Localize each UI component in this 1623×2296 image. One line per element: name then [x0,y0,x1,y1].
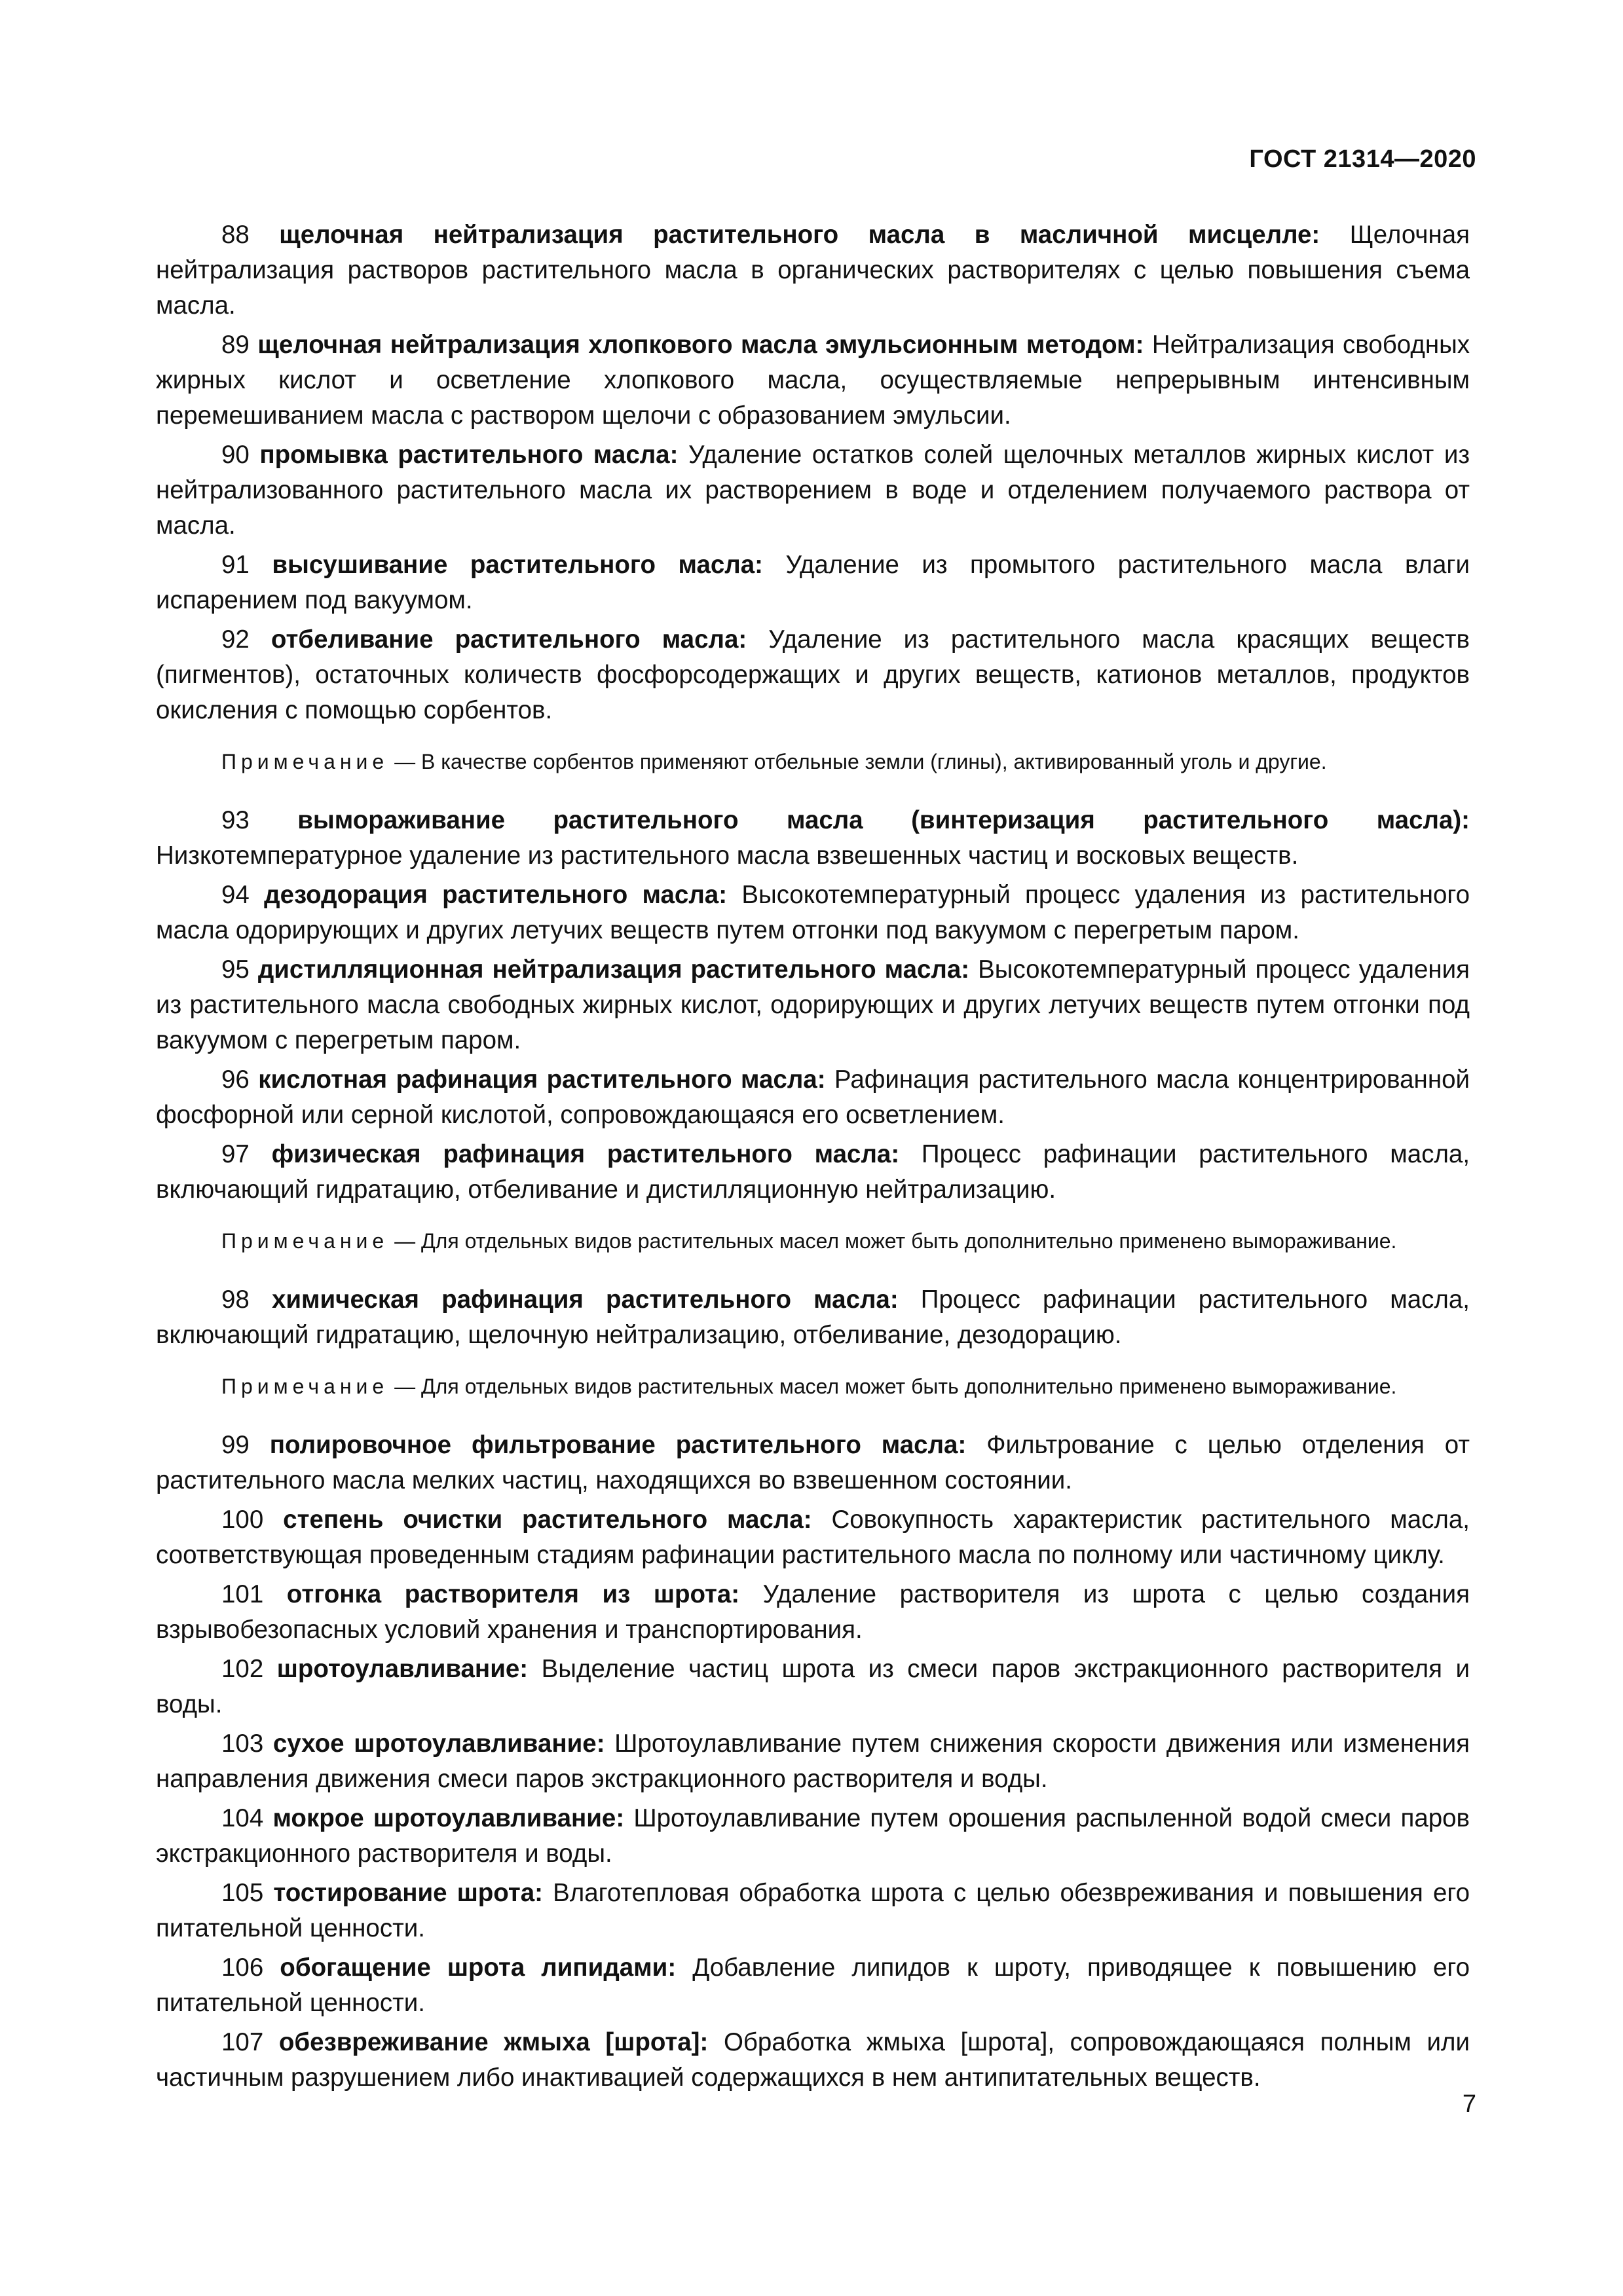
term-number: 104 [221,1804,264,1832]
term-entry-92 [156,622,1470,728]
note-text: — Для отдельных видов растительных масел может быть дополнительно применено вымораживание. [394,1375,1397,1398]
term-definition: Щелочная нейтрализация растворов растительного масла в органических растворителях с целью повышения съема масла. [156,221,1470,320]
term-definition: Удаление остатков солей щелочных металлов жирных кислот из нейтрализованного растительного масла их растворением в воде и отделением получаемого раствора от масла. [156,441,1470,540]
note-physical-refining [156,1226,1470,1256]
term-title: сухое шротоулавливание: [272,1730,605,1758]
term-entry-103 [156,1726,1470,1797]
term-entry-97 [156,1137,1470,1208]
term-title: степень очистки растительного масла: [283,1506,812,1534]
term-definition: Процесс рафинации растительного масла, включающий гидратацию, щелочную нейтрализацию, отбеливание, дезодорацию. [156,1286,1470,1349]
note-label: Примечание [221,1375,389,1398]
term-number: 96 [221,1065,250,1094]
term-entry-105 [156,1876,1470,1946]
term-definition: Фильтрование с целью отделения от растительного масла мелких частиц, находящихся во взвешенном состоянии. [156,1431,1470,1494]
term-number: 93 [221,806,250,834]
term-title: полировочное фильтрование растительного масла: [269,1431,967,1459]
term-title: обогащение шрота липидами: [280,1953,677,1982]
term-number: 95 [221,955,250,984]
term-entry-94 [156,878,1470,948]
term-number: 97 [221,1140,250,1168]
term-number: 89 [221,331,250,359]
note-chemical-refining [156,1371,1470,1401]
term-entry-104 [156,1801,1470,1872]
term-entry-99 [156,1428,1470,1498]
term-number: 106 [221,1953,264,1982]
term-definition: Совокупность характеристик растительного масла, соответствующая проведенным стадиям рафинации растительного масла по полному или частичному циклу. [156,1506,1470,1569]
term-definition: Удаление растворителя из шрота с целью создания взрывобезопасных условий хранения и транспортирования. [156,1580,1470,1644]
term-entry-106 [156,1950,1470,2021]
term-definition: Нейтрализация свободных жирных кислот и осветление хлопкового масла, осуществляемые непрерывным интенсивным перемешиванием масла с раствором щелочи с образованием эмульсии. [156,331,1470,430]
term-title: шротоулавливание: [276,1655,529,1683]
term-entry-98 [156,1282,1470,1353]
term-definition: Удаление из растительного масла красящих веществ (пигментов), остаточных количеств фосфорсодержащих и других веществ, катионов металлов, продуктов окисления с помощью сорбентов. [156,625,1470,724]
term-title: физическая рафинация растительного масла: [271,1140,900,1168]
term-definition: Шротоулавливание путем орошения распыленной водой смеси паров экстракционного растворителя и воды. [156,1804,1470,1868]
term-number: 101 [221,1580,264,1608]
term-number: 103 [221,1730,264,1758]
term-entry-102 [156,1652,1470,1722]
term-number: 90 [221,441,250,469]
term-entry-95 [156,952,1470,1058]
note-sorbents [156,747,1470,777]
page-number: 7 [1462,2090,1476,2118]
term-number: 94 [221,881,250,909]
term-title: щелочная нейтрализация хлопкового масла эмульсионным методом: [257,331,1144,359]
term-definition: Шротоулавливание путем снижения скорости движения или изменения направления движения смеси паров экстракционного растворителя и воды. [156,1730,1470,1793]
term-definition: Процесс рафинации растительного масла, включающий гидратацию, отбеливание и дистилляционную нейтрализацию. [156,1140,1470,1204]
term-entry-90 [156,437,1470,544]
term-number: 91 [221,551,250,579]
term-title: тостирование шрота: [273,1879,543,1907]
term-definition: Рафинация растительного масла концентрированной фосфорной или серной кислотой, сопровождающаяся его осветлением. [156,1065,1470,1129]
term-definition: Низкотемпературное удаление из растительного масла взвешенных частиц и восковых веществ. [156,842,1299,870]
document-code: ГОСТ 21314—2020 [1249,145,1476,173]
term-entry-91 [156,547,1470,618]
term-title: отгонка растворителя из шрота: [286,1580,740,1608]
term-entry-100 [156,1502,1470,1573]
term-title: дистилляционная нейтрализация растительного масла: [257,955,970,984]
term-definition: Влаготепловая обработка шрота с целью обезвреживания и повышения его питательной ценности. [156,1879,1470,1942]
term-definition: Выделение частиц шрота из смеси паров экстракционного растворителя и воды. [156,1655,1470,1718]
term-number: 99 [221,1431,250,1459]
term-title: отбеливание растительного масла: [270,625,747,654]
term-title: промывка растительного масла: [259,441,679,469]
note-label: Примечание [221,1229,389,1253]
term-entry-96 [156,1062,1470,1133]
term-title: дезодорация растительного масла: [264,881,728,909]
term-number: 105 [221,1879,264,1907]
term-title: щелочная нейтрализация растительного масла в масличной мисцелле: [279,221,1320,249]
term-number: 98 [221,1286,250,1314]
term-entry-107 [156,2025,1470,2096]
term-title: высушивание растительного масла: [272,551,763,579]
term-number: 88 [221,221,250,249]
document-body [156,217,1470,2100]
note-text: — Для отдельных видов растительных масел может быть дополнительно применено вымораживание. [394,1229,1397,1253]
term-title: вымораживание растительного масла (винтеризация растительного масла): [297,806,1470,834]
term-number: 92 [221,625,250,654]
term-definition: Высокотемпературный процесс удаления из растительного масла одорирующих и других летучих веществ путем отгонки под вакуумом с перегретым паром. [156,881,1470,944]
note-text: — В качестве сорбентов применяют отбельные земли (глины), активированный уголь и другие. [394,750,1327,773]
term-definition: Высокотемпературный процесс удаления из растительного масла свободных жирных кислот, одорирующих и других летучих веществ путем отгонки под вакуумом с перегретым паром. [156,955,1470,1054]
term-definition: Обработка жмыха [шрота], сопровождающаяся полным или частичным разрушением либо инактивацией содержащихся в нем антипитательных веществ. [156,2028,1470,2092]
term-entry-89 [156,327,1470,434]
term-number: 107 [221,2028,264,2056]
term-title: кислотная рафинация растительного масла: [258,1065,826,1094]
term-entry-93 [156,803,1470,874]
term-number: 100 [221,1506,264,1534]
term-entry-88 [156,217,1470,324]
term-definition: Добавление липидов к шроту, приводящее к повышению его питательной ценности. [156,1953,1470,2017]
term-title: обезвреживание жмыха [шрота]: [278,2028,709,2056]
term-entry-101 [156,1577,1470,1648]
note-label: Примечание [221,750,389,773]
term-number: 102 [221,1655,264,1683]
term-title: химическая рафинация растительного масла: [271,1286,899,1314]
term-title: мокрое шротоулавливание: [272,1804,625,1832]
term-definition: Удаление из промытого растительного масла влаги испарением под вакуумом. [156,551,1470,614]
